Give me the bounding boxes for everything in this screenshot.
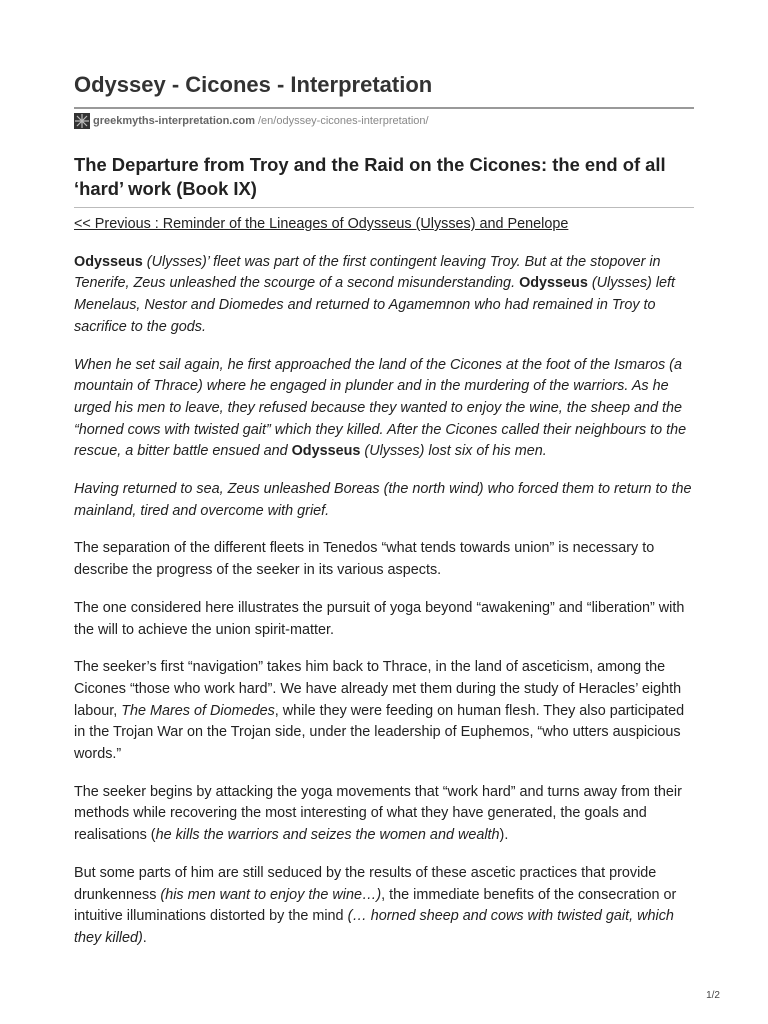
article-heading: The Departure from Troy and the Raid on the Cicones: the end of all ‘hard’ work (Book IX)	[74, 154, 666, 199]
hero-name: Odysseus	[519, 275, 588, 292]
italic-text: Having returned to sea, Zeus unleashed Boreas (the north wind) who forced them to return to the mainland, tired and overcome with grief.	[74, 481, 692, 519]
previous-page-link[interactable]: << Previous : Reminder of the Lineages of Odysseus (Ulysses) and Penelope	[74, 216, 569, 232]
hero-name: Odysseus	[74, 253, 143, 270]
title-divider	[74, 107, 694, 109]
article-body	[74, 214, 694, 966]
italic-text: (Ulysses) lost six of his men.	[360, 443, 547, 460]
heading-divider	[74, 207, 694, 208]
paragraph-6	[74, 657, 694, 766]
source-domain[interactable]: greekmyths-interpretation.com	[93, 115, 255, 127]
paragraph-2	[74, 355, 694, 464]
italic-text: (Ulysses) left Menelaus, Nestor and Diomedes and returned to Agamemnon who had remained in Troy to sacrifice to the gods.	[74, 275, 676, 335]
italic-text: he kills the warriors and seizes the women and wealth	[155, 827, 500, 844]
source-path[interactable]: /en/odyssey-cicones-interpretation/	[257, 115, 429, 127]
paragraph-5: The one considered here illustrates the pursuit of yoga beyond “awakening” and “liberation” with the will to achieve the union spirit-matter.	[74, 599, 685, 638]
italic-title: The Mares of Diomedes	[121, 702, 275, 719]
source-url[interactable]	[74, 113, 429, 129]
paragraph-4: The separation of the different fleets in Tenedos “what tends towards union” is necessary to describe the progress of the seeker in its various aspects.	[74, 540, 655, 579]
paragraph-3	[74, 479, 694, 522]
italic-text: (Ulysses)’ fleet was part of the first contingent leaving Troy. But at the stopover in Tenerife, Zeus unleashed the scourge of a second misunderstanding.	[74, 253, 661, 292]
italic-text: When he set sail again, he first approached the land of the Cicones at the foot of the Ismaros (a mountain of Thrace) where he engaged in plunder and in the murdering of the warriors. As he urged his men to leave, they refused because they wanted to enjoy the wine, the sheep and the “horned cows with twisted gait” which they killed. After the Cicones called their neighbours to the rescue, a bitter battle ensued and	[74, 356, 687, 460]
italic-text: (… horned sheep and cows with twisted gait, which they killed)	[74, 908, 674, 946]
text-span: , the immediate benefits of the consecration or intuitive illuminations distorted by the mind	[74, 886, 677, 925]
text-span: The seeker begins by attacking the yoga movements that “work hard” and turns away from their methods while recovering the most interesting of what they have generated, the goals and realisations (	[74, 783, 682, 844]
paragraph-7	[74, 782, 694, 847]
paragraph-1	[74, 252, 694, 339]
text-span: , while they were feeding on human flesh. They also participated in the Trojan War on the Trojan side, under the leadership of Euphemos, “who utters auspicious words.”	[74, 702, 685, 763]
page-title: Odyssey - Cicones - Interpretation	[74, 72, 433, 97]
text-span: .	[142, 929, 147, 946]
previous-link-paragraph	[74, 214, 694, 236]
text-span: But some parts of him are still seduced by the results of these ascetic practices that provide drunkenness	[74, 864, 657, 903]
hero-name: Odysseus	[291, 443, 361, 460]
page-number: 1/2	[706, 990, 720, 1001]
text-span: The seeker’s first “navigation” takes him back to Thrace, in the land of asceticism, among the Cicones “those who work hard”. We have already met them during the study of Heracles’ eighth labour,	[74, 659, 682, 719]
paragraph-8	[74, 863, 694, 950]
text-span: ).	[499, 827, 509, 844]
italic-text: (his men want to enjoy the wine…)	[160, 886, 382, 903]
site-favicon-icon	[74, 113, 90, 129]
